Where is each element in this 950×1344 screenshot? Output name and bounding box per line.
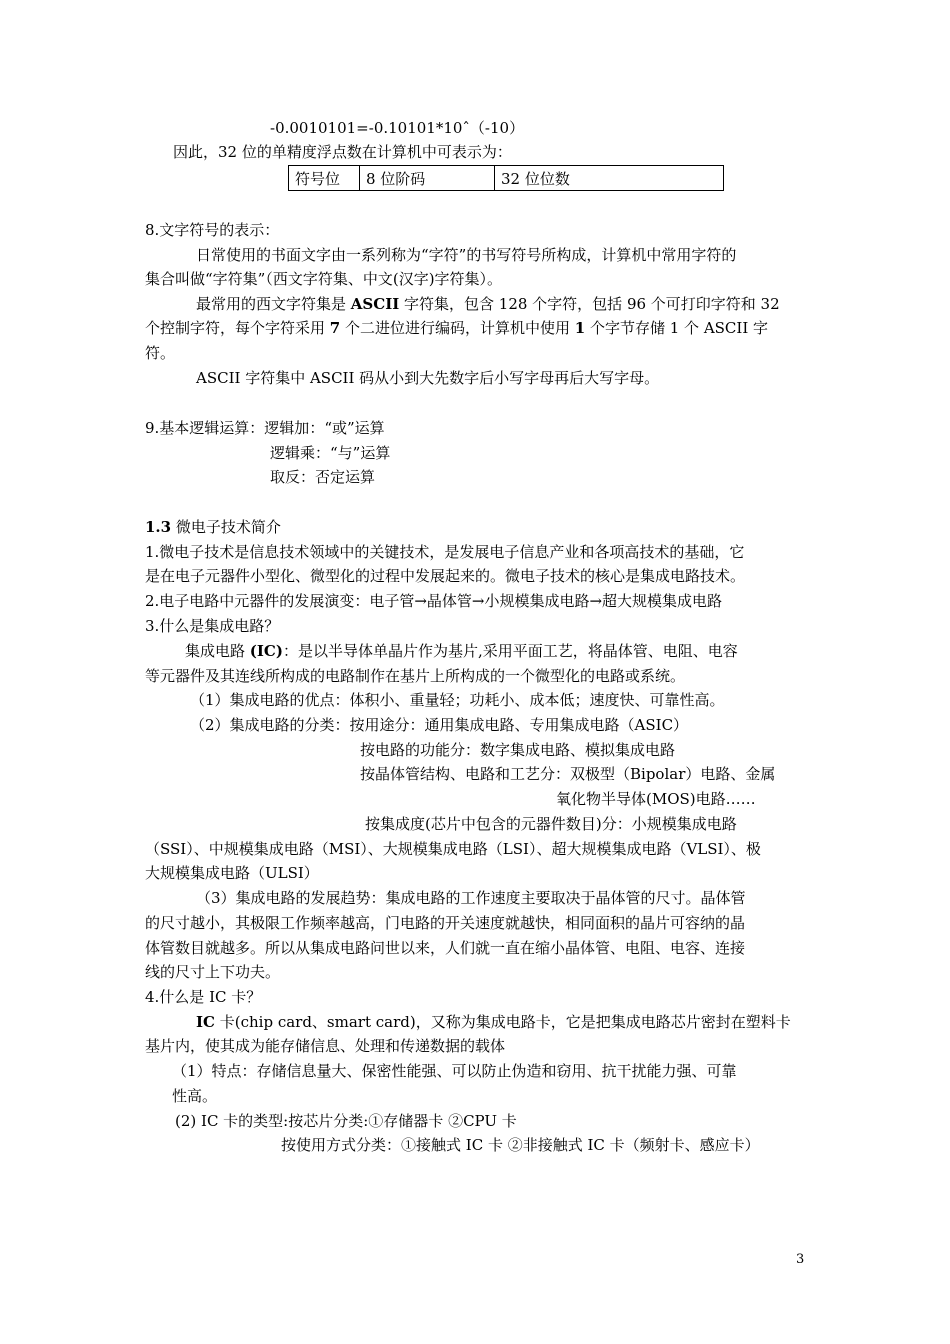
s13-item2: 2.电子电路中元器件的发展演变：电子管→晶体管→小规模集成电路→超大规模集成电路 xyxy=(145,592,723,610)
ic-trend-line4: 线的尺寸上下功夫。 xyxy=(145,963,281,981)
table-cell-sign: 符号位 xyxy=(289,166,360,191)
ic-trend-line3: 体管数目就越多。所以从集成电路问世以来，人们就一直在缩小晶体管、电阻、电容、连接 xyxy=(145,939,746,957)
s8-para2-line2: 个控制字符，每个字符采用 7 个二进位进行编码，计算机中使用 1 个字节存储 1 个 ASCII 字 xyxy=(145,319,769,337)
s8-para1-line1: 日常使用的书面文字由一系列称为“字符”的书写符号所构成，计算机中常用字符的 xyxy=(196,246,737,264)
s13-item3: 3.什么是集成电路？ xyxy=(145,617,280,635)
ic-card-features-line2: 性高。 xyxy=(172,1087,218,1105)
ic-card-types-line2: 按使用方式分类：①接触式 IC 卡 ②非接触式 IC 卡（频射卡、感应卡） xyxy=(281,1136,760,1154)
s8-para3: ASCII 字符集中 ASCII 码从小到大先数字后小写字母再后大写字母。 xyxy=(196,369,660,387)
section-8-heading: 8.文字符号的表示： xyxy=(145,221,280,239)
ic-card-line1: IC 卡(chip card、smart card)，又称为集成电路卡，它是把集成电路芯片密封在塑料卡 xyxy=(196,1013,791,1031)
s8-para2-line1: 最常用的西文字符集是 ASCII 字符集，包含 128 个字符，包括 96 个可打印字符和 32 xyxy=(196,295,780,313)
ic-classification-4: 氧化物半导体(MOS)电路…… xyxy=(556,790,756,808)
ic-classification-3: 按晶体管结构、电路和工艺分：双极型（Bipolar）电路、金属 xyxy=(360,765,776,783)
ic-classification-7: 大规模集成电路（ULSI） xyxy=(145,864,319,882)
ic-definition-line2: 等元器件及其连线所构成的电路制作在基片上所构成的一个微型化的电路或系统。 xyxy=(145,667,686,685)
s13-item1-line1: 1.微电子技术是信息技术领域中的关键技术，是发展电子信息产业和各项高技术的基础，它 xyxy=(145,543,745,561)
ic-card-features-line1: （1）特点：存储信息量大、保密性能强、可以防止伪造和窃用、抗干扰能力强、可靠 xyxy=(172,1062,737,1080)
ic-definition-line1: 集成电路 (IC)：是以半导体单晶片作为基片,采用平面工艺，将晶体管、电阻、电容 xyxy=(185,642,738,660)
section-9-line2: 逻辑乘：“与”运算 xyxy=(270,444,391,462)
s8-para2-line3: 符。 xyxy=(145,344,176,362)
ic-classification-5: 按集成度(芯片中包含的元器件数目)分：小规模集成电路 xyxy=(365,815,737,833)
s13-item4: 4.什么是 IC 卡？ xyxy=(145,988,262,1006)
float-intro: 因此，32 位的单精度浮点数在计算机中可表示为： xyxy=(173,143,512,161)
section-9-line3: 取反：否定运算 xyxy=(270,468,376,486)
ic-advantages: （1）集成电路的优点：体积小、重量轻；功耗小、成本低；速度快、可靠性高。 xyxy=(190,691,725,709)
ic-trend-line2: 的尺寸越小，其极限工作频率越高，门电路的开关速度就越快，相同面积的晶片可容纳的晶 xyxy=(145,914,746,932)
ic-card-line2: 基片内，使其成为能存储信息、处理和传递数据的载体 xyxy=(145,1037,506,1055)
s8-para1-line2: 集合叫做“字符集”（西文字符集、中文(汉字)字符集）。 xyxy=(145,270,503,288)
ic-classification-2: 按电路的功能分：数字集成电路、模拟集成电路 xyxy=(360,741,676,759)
s13-item1-line2: 是在电子元器件小型化、微型化的过程中发展起来的。微电子技术的核心是集成电路技术。 xyxy=(145,567,746,585)
section-9-line1: 9.基本逻辑运算：逻辑加：“或”运算 xyxy=(145,419,385,437)
section-1-3-heading: 1.3 微电子技术简介 xyxy=(145,518,281,536)
table-cell-exponent: 8 位阶码 xyxy=(360,166,495,191)
ic-trend-line1: （3）集成电路的发展趋势：集成电路的工作速度主要取决于晶体管的尺寸。晶体管 xyxy=(196,889,746,907)
formula-line: -0.0010101=-0.10101*10ˆ（-10） xyxy=(270,119,525,137)
ic-classification-1: （2）集成电路的分类：按用途分：通用集成电路、专用集成电路（ASIC） xyxy=(190,716,689,734)
table-cell-mantissa: 32 位位数 xyxy=(495,166,724,191)
float-format-table xyxy=(288,165,724,191)
ic-classification-6: （SSI）、中规模集成电路（MSI）、大规模集成电路（LSI）、超大规模集成电路（VLSI）、极 xyxy=(145,840,761,858)
page-number: 3 xyxy=(796,1252,805,1267)
ic-card-types-line1: (2) IC 卡的类型:按芯片分类:①存储器卡 ②CPU 卡 xyxy=(175,1112,517,1130)
